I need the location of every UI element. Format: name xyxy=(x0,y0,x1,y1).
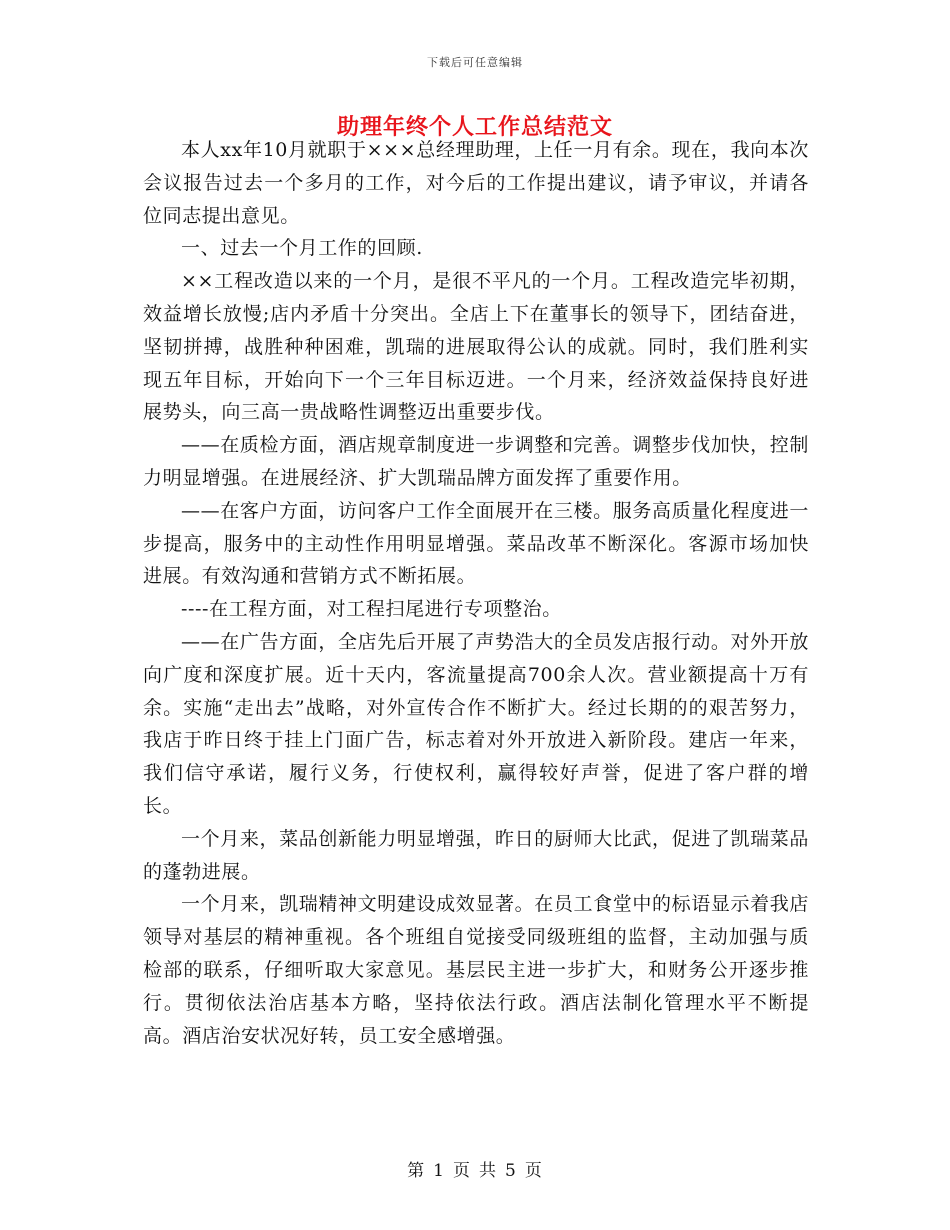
header-note: 下载后可任意编辑 xyxy=(427,56,523,69)
footer-page-word: 页 xyxy=(453,1161,471,1181)
footer-total-prefix: 共 xyxy=(479,1161,497,1181)
footer-total-pages: 5 xyxy=(505,1161,517,1181)
footer-total-word: 页 xyxy=(524,1161,543,1181)
paragraph-intro: 本人xx年10月就职于×××总经理助理，上任一月有余。现在，我向本次会议报告过去一个多月的工作，对今后的工作提出建议，请予审议，并请各位同志提出意见。 xyxy=(143,139,809,227)
page-footer xyxy=(0,1156,950,1181)
document-title: 助理年终个人工作总结范文 xyxy=(336,114,613,140)
footer-page-number: 1 xyxy=(433,1161,445,1181)
paragraph-project-renovation: ××工程改造以来的一个月，是很不平凡的一个月。工程改造完毕初期，效益增长放慢;店内矛盾十分突出。全店上下在董事长的领导下，团结奋进，坚韧拼搏，战胜种种困难，凯瑞的进展取得公认的成就。同时，我们胜利实现五年目标，开始向下一个三年目标迈进。一个月来，经济效益保持良好进展势头，向三高一贵战略性调整迈出重要步伐。 xyxy=(143,270,809,424)
paragraph-quality-inspection: ——在质检方面，酒店规章制度进一步调整和完善。调整步伐加快，控制力明显增强。在进展经济、扩大凯瑞品牌方面发挥了重要作用。 xyxy=(143,434,809,489)
document-body xyxy=(143,134,809,1052)
footer-prefix: 第 xyxy=(407,1161,426,1181)
paragraph-spiritual-civilization: 一个月来，凯瑞精神文明建设成效显著。在员工食堂中的标语显示着我店领导对基层的精神重视。各个班组自觉接受同级班组的监督，主动加强与质检部的联系，仔细听取大家意见。基层民主进一步扩大，和财务公开逐步推行。贯彻依法治店基本方略，坚持依法行政。酒店法制化管理水平不断提高。酒店治安状况好转，员工安全感增强。 xyxy=(143,893,809,1047)
section-heading-review: 一、过去一个月工作的回顾. xyxy=(181,237,423,260)
paragraph-dish-innovation: 一个月来，菜品创新能力明显增强，昨日的厨师大比武，促进了凯瑞菜品的蓬勃进展。 xyxy=(143,827,809,883)
paragraph-customers: ——在客户方面，访问客户工作全面展开在三楼。服务高质量化程度进一步提高，服务中的主动性作用明显增强。菜品改革不断深化。客源市场加快进展。有效沟通和营销方式不断拓展。 xyxy=(143,499,809,588)
paragraph-engineering: ----在工程方面，对工程扫尾进行专项整治。 xyxy=(181,598,562,621)
paragraph-advertising: ——在广告方面，全店先后开展了声势浩大的全员发店报行动。对外开放向广度和深度扩展。近十天内，客流量提高700余人次。营业额提高十万有余。实施“走出去”战略，对外宣传合作不断扩大。经过长期的的艰苦努力，我店于昨日终于挂上门面广告，标志着对外开放进入新阶段。建店一年来，我们信守承诺，履行义务，行使权利，赢得较好声誉，促进了客户群的增长。 xyxy=(143,630,809,817)
